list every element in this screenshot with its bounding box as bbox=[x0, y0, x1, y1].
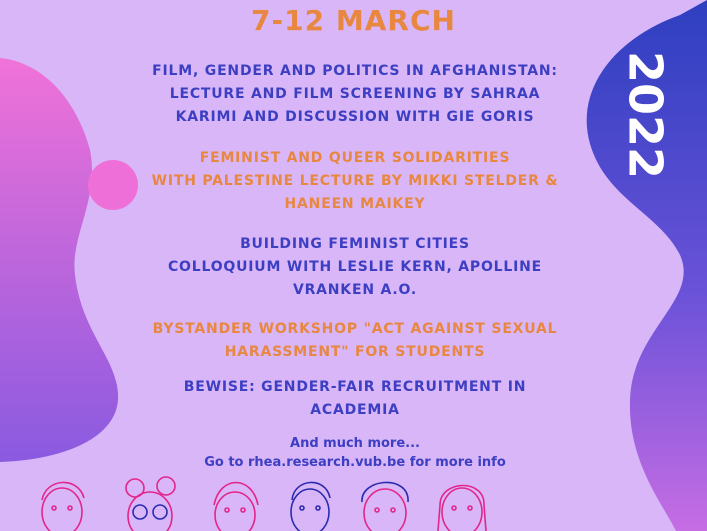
event-line: ACADEMIA bbox=[310, 402, 400, 418]
face-3 bbox=[214, 483, 258, 531]
illustrated-faces bbox=[42, 477, 486, 531]
face-2-sunglasses bbox=[126, 477, 175, 531]
event-line: HARASSMENT" FOR STUDENTS bbox=[224, 344, 486, 360]
event-bystander-workshop bbox=[120, 318, 590, 364]
event-line: FEMINIST AND QUEER SOLIDARITIES bbox=[199, 150, 511, 166]
left-blob bbox=[0, 58, 118, 462]
event-palestine bbox=[120, 147, 590, 216]
date-range-heading: 7-12 MARCH bbox=[251, 4, 456, 37]
event-line: WITH PALESTINE LECTURE BY MIKKI STELDER & bbox=[151, 173, 559, 189]
face-6 bbox=[438, 485, 486, 531]
event-line: COLLOQUIUM WITH LESLIE KERN, APOLLINE bbox=[167, 259, 543, 275]
face-4 bbox=[291, 482, 330, 531]
event-line: KARIMI AND DISCUSSION WITH GIE GORIS bbox=[175, 109, 535, 125]
event-line: BUILDING FEMINIST CITIES bbox=[240, 236, 470, 252]
event-line: FILM, GENDER AND POLITICS IN AFGHANISTAN: bbox=[152, 63, 558, 79]
year-text: 2022 bbox=[618, 50, 672, 180]
event-line: BEWISE: GENDER-FAIR RECRUITMENT IN bbox=[183, 379, 527, 395]
year-vertical bbox=[612, 40, 672, 190]
footer bbox=[120, 434, 590, 472]
footer-more: And much more... bbox=[290, 436, 420, 451]
event-line: HANEEN MAIKEY bbox=[284, 196, 426, 212]
event-feminist-cities bbox=[120, 233, 590, 302]
event-bewise bbox=[120, 376, 590, 422]
event-line: VRANKEN A.O. bbox=[292, 282, 418, 298]
footer-info-link[interactable]: Go to rhea.research.vub.be for more info bbox=[204, 455, 506, 470]
event-line: BYSTANDER WORKSHOP "ACT AGAINST SEXUAL bbox=[152, 321, 558, 337]
event-line: LECTURE AND FILM SCREENING BY SAHRAA bbox=[169, 86, 541, 102]
event-afghanistan bbox=[120, 60, 590, 129]
face-5 bbox=[362, 482, 408, 531]
face-1 bbox=[42, 482, 84, 531]
